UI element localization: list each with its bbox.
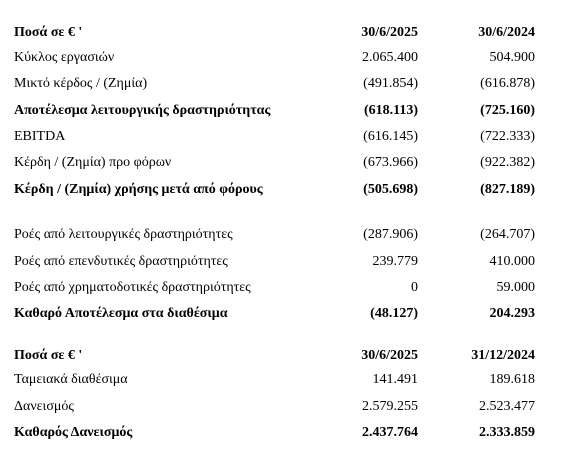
row-value-col2: 504.900 bbox=[489, 50, 535, 65]
row-value-col1: (491.854) bbox=[363, 76, 418, 91]
row-value-col2: (922.382) bbox=[480, 155, 535, 170]
row-value-col2: 2.333.859 bbox=[479, 425, 535, 440]
table3-header bbox=[0, 346, 562, 366]
row-label: Ταμειακά διαθέσιμα bbox=[14, 372, 128, 387]
row-value-col1: (505.698) bbox=[363, 182, 418, 197]
row-label: Κέρδη / (Ζημία) προ φόρων bbox=[14, 155, 172, 170]
row-label: Ροές από λειτουργικές δραστηριότητες bbox=[14, 227, 233, 242]
row-value-col2: (264.707) bbox=[480, 227, 535, 242]
header-label: Ποσά σε € ' bbox=[14, 348, 83, 363]
row-value-col1: 2.065.400 bbox=[362, 50, 418, 65]
header-col1: 30/6/2025 bbox=[361, 25, 418, 40]
row-value-col1: (673.966) bbox=[363, 155, 418, 170]
row-label: Ροές από χρηματοδοτικές δραστηριότητες bbox=[14, 280, 251, 295]
header-label: Ποσά σε € ' bbox=[14, 25, 83, 40]
row-label: Αποτέλεσμα λειτουργικής δραστηριότητας bbox=[14, 103, 271, 118]
table-row bbox=[0, 180, 562, 200]
table-row bbox=[0, 225, 562, 245]
row-value-col2: 2.523.477 bbox=[479, 399, 535, 414]
table-row bbox=[0, 48, 562, 68]
row-value-col1: (287.906) bbox=[363, 227, 418, 242]
row-value-col1: (616.145) bbox=[363, 129, 418, 144]
row-value-col2: (722.333) bbox=[480, 129, 535, 144]
header-col2: 30/6/2024 bbox=[478, 25, 535, 40]
row-value-col2: 410.000 bbox=[489, 254, 535, 269]
row-label: Δανεισμός bbox=[14, 399, 74, 414]
table-row bbox=[0, 397, 562, 417]
row-value-col1: 2.437.764 bbox=[362, 425, 418, 440]
table-row bbox=[0, 127, 562, 147]
row-value-col1: (618.113) bbox=[363, 103, 418, 118]
row-value-col1: 239.779 bbox=[372, 254, 418, 269]
table1-header bbox=[0, 23, 562, 43]
table-row bbox=[0, 278, 562, 298]
row-label: Καθαρό Αποτέλεσμα στα διαθέσιμα bbox=[14, 306, 228, 321]
row-value-col2: (725.160) bbox=[480, 103, 535, 118]
row-label: Κέρδη / (Ζημία) χρήσης μετά από φόρους bbox=[14, 182, 263, 197]
table-row bbox=[0, 304, 562, 324]
header-col2: 31/12/2024 bbox=[471, 348, 535, 363]
table-row bbox=[0, 153, 562, 173]
row-value-col2: (827.189) bbox=[480, 182, 535, 197]
row-label: Ροές από επενδυτικές δραστηριότητες bbox=[14, 254, 228, 269]
row-label: Μικτό κέρδος / (Ζημία) bbox=[14, 76, 148, 91]
table-row bbox=[0, 423, 562, 443]
row-label: EBITDA bbox=[14, 129, 66, 144]
row-value-col2: 189.618 bbox=[489, 372, 535, 387]
table-row bbox=[0, 370, 562, 390]
row-value-col2: 204.293 bbox=[489, 306, 535, 321]
row-value-col1: 0 bbox=[411, 280, 418, 295]
table-row bbox=[0, 252, 562, 272]
row-value-col1: 2.579.255 bbox=[362, 399, 418, 414]
row-label: Κύκλος εργασιών bbox=[14, 50, 115, 65]
row-label: Καθαρός Δανεισμός bbox=[14, 425, 133, 440]
table-row bbox=[0, 101, 562, 121]
row-value-col2: (616.878) bbox=[480, 76, 535, 91]
row-value-col1: (48.127) bbox=[370, 306, 418, 321]
row-value-col1: 141.491 bbox=[372, 372, 418, 387]
table-row bbox=[0, 74, 562, 94]
header-col1: 30/6/2025 bbox=[361, 348, 418, 363]
row-value-col2: 59.000 bbox=[496, 280, 535, 295]
